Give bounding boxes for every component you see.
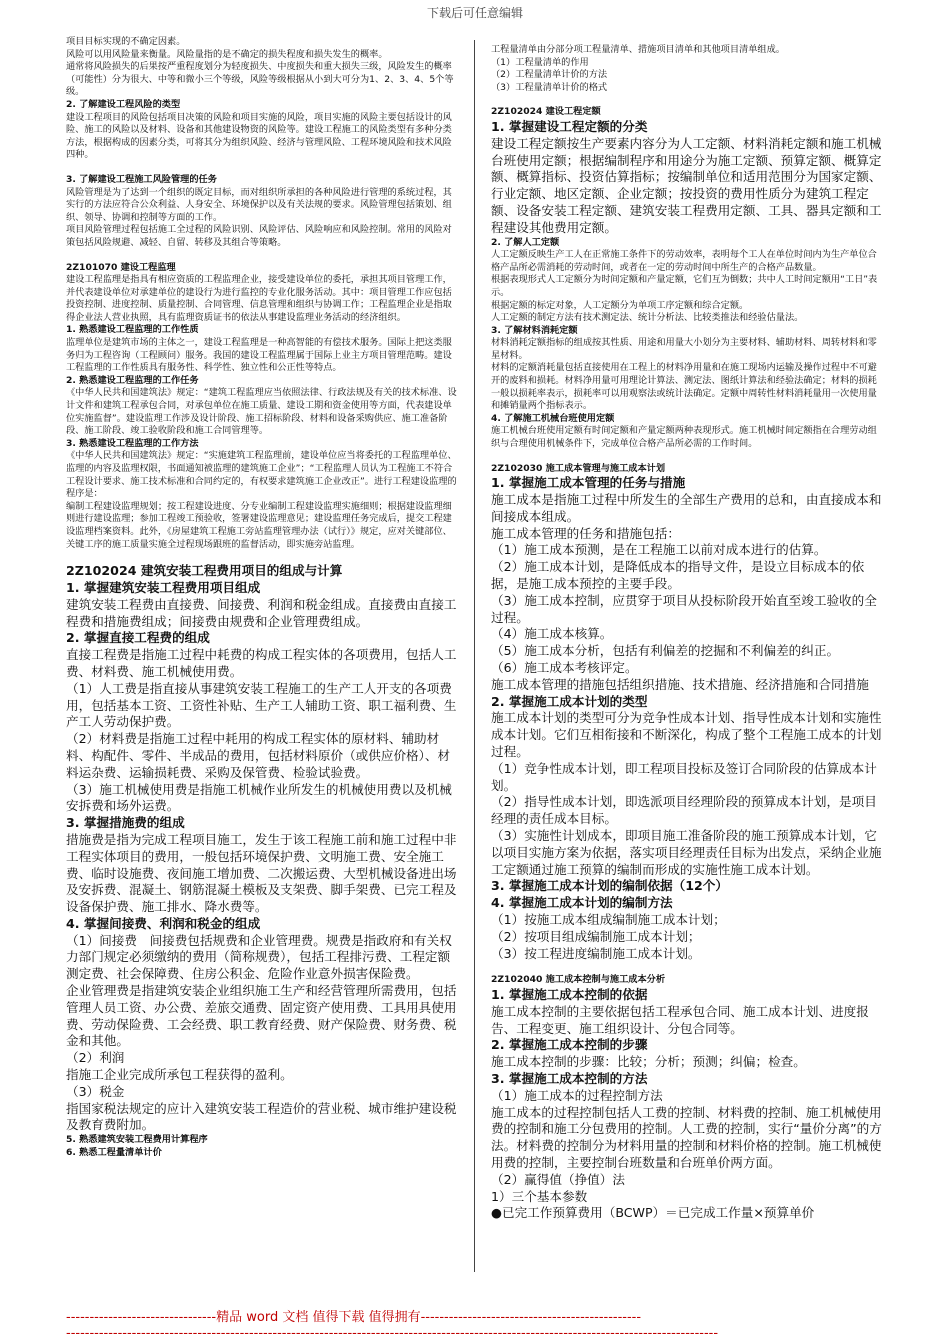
- section-heading: 4. 掌握施工成本计划的编制方法: [491, 895, 673, 911]
- paragraph: （1）人工费是指直接从事建筑安装工程施工的生产工人开支的各项费用，包括基本工资、工资性补贴、生产工人辅助工资、职工福利费、生产工人劳动保护费。: [66, 680, 457, 730]
- section-heading: 5. 熟悉建筑安装工程费用计算程序: [66, 1134, 208, 1146]
- paragraph: （2）赢得值（挣值）法: [491, 1171, 625, 1187]
- paragraph: （1）施工成本预测，是在工程施工以前对成本进行的估算。: [491, 542, 827, 558]
- paragraph: 施工成本管理的任务和措施包括：: [491, 525, 680, 541]
- paragraph: （1）按施工成本组成编制施工成本计划；: [491, 911, 726, 927]
- paragraph: 材料消耗定额指标的组成按其性质、用途和用量大小划分为主要材料、辅助材料、周转材料和零星材料。: [491, 337, 877, 361]
- paragraph: 风险管理是为了达到一个组织的既定目标，而对组织所承担的各种风险进行管理的系统过程，其实行的方法应符合公众利益、人身安全、环境保护以及有关法规的要求。风险管理包括策划、组织、领导、协调和控制等方面的工作。: [66, 186, 452, 223]
- section-heading: 3. 掌握施工成本控制的方法: [491, 1070, 648, 1086]
- footer-banner: --------------------------------精品 word 文档 值得下载 值得拥有-----------------------------------------------: [66, 1310, 642, 1325]
- paragraph: 根据表现形式人工定额分为时间定额和产量定额，它们互为倒数；共中人工时间定额用“工日”表示。: [491, 274, 878, 298]
- section-heading: 1. 掌握施工成本控制的依据: [491, 986, 648, 1002]
- paragraph: 项目风险管理过程包括施工全过程的风险识别、风险评估、风险响应和风险控制。常用的风险对策包括风险规避、减轻、自留、转移及其组合等策略。: [66, 224, 452, 248]
- section-heading: 4. 了解施工机械台班使用定额: [491, 412, 615, 424]
- paragraph: （3）税金: [66, 1083, 125, 1099]
- paragraph: （2）指导性成本计划，即选派项目经理阶段的预算成本计划，是项目经理的责任成本目标。: [491, 794, 877, 827]
- right-column: [491, 44, 883, 1222]
- paragraph: 建筑安装工程费由直接费、间接费、利润和税金组成。直接费由直接工程费和措施费组成；间接费由规费和企业管理费组成。: [66, 596, 457, 629]
- section-heading: 4. 掌握间接费、利润和税金的组成: [66, 915, 261, 931]
- section-heading: 3. 掌握措施费的组成: [66, 815, 185, 831]
- paragraph: 施工成本控制的步骤：比较；分析；预测；纠偏；检查。: [491, 1054, 806, 1070]
- paragraph: 材料的定额消耗量包括直接使用在工程上的材料净用量和在施工现场内运输及操作过程中不可避开的废料和损耗。材料净用量可用理论计算法、测定法、图纸计算法和经验法确定；材料的损耗一般以损耗率表示，损耗率可以用观察法或统计法确定。定额中周转性材料消耗量用一次使用量和摊销量两个指标表示。: [491, 362, 877, 412]
- paragraph: （1）工程量清单的作用: [491, 56, 589, 68]
- paragraph: 建设工程监理是指具有相应资质的工程监理企业，接受建设单位的委托，承担其项目管理工作，并代表建设单位对承建单位的建设行为进行监控的专业化服务活动。其中：项目管理工作应包括投资控制、进度控制、质量控制、合同管理、信息管理和组织与协调工作；工程监理企业是指取得企业法人营业执照，具有监理资质证书的依法从事建设监理业务活动的经济组织。: [66, 274, 452, 323]
- paragraph: （6）施工成本考核评定。: [491, 660, 638, 675]
- paragraph: 建设工程项目的风险包括项目决策的风险和项目实施的风险，项目实施的风险主要包括设计的风险、施工的风险以及材料、设备和其他建设物资的风险等。建设工程施工的风险类型有多种分类方法，根据构成的因素分类，可将其分为组织风险、经济与管理风险、工程环境风险和技术风险四种。: [66, 111, 452, 161]
- chapter-heading: 2Z102030 施工成本管理与施工成本计划: [491, 462, 666, 474]
- paragraph: （3）施工机械使用费是指施工机械作业所发生的机械使用费以及机械安拆费和场外运费。: [66, 781, 452, 814]
- paragraph: （2）按项目组成编制施工成本计划；: [491, 928, 701, 944]
- paragraph: （1）施工成本的过程控制方法: [491, 1087, 663, 1103]
- chapter-heading: 2Z102024 建设工程定额: [491, 106, 601, 118]
- paragraph: （5）施工成本分析，包括有利偏差的挖掘和不利偏差的纠正。: [491, 643, 840, 659]
- section-heading: 2. 熟悉建设工程监理的工作任务: [66, 374, 199, 386]
- paragraph: （1）间接费 间接费包括规费和企业管理费。规费是指政府和有关权力部门规定必须缴纳的费用（简称规费），包括工程排污费、工程定额测定费、社会保障费、住房公积金、危险作业意外损害保险费。: [66, 932, 452, 982]
- paragraph: ●已完工作预算费用（BCWP）＝已完成工作量×预算单价: [491, 1205, 815, 1221]
- page-header: 下载后可任意编辑: [426, 6, 523, 20]
- paragraph: （2）利润: [66, 1050, 125, 1066]
- section-heading: 6. 熟悉工程量清单计价: [66, 1146, 162, 1158]
- left-column: [66, 36, 458, 1159]
- paragraph: 施工成本的过程控制包括人工费的控制、材料费的控制、施工机械使用费的控制和施工分包费用的控制。人工费的控制，实行“量价分离”的方法。材料费的控制分为材料用量的控制和材料价格的控制。施工机械使用费的控制，主要控制台班数量和台班单价两方面。: [491, 1104, 882, 1170]
- column-divider: [474, 40, 475, 1272]
- paragraph: （2）材料费是指施工过程中耗用的构成工程实体的原材料、辅助材料、构配件、零件、半成品的费用，包括材料原价（或供应价格）、材料运杂费、运输损耗费、采购及保管费、检验试验费。: [66, 731, 451, 780]
- chapter-heading: 2Z102040 施工成本控制与施工成本分析: [491, 974, 666, 986]
- paragraph: （2）施工成本计划，是降低成本的指导文件，是设立目标成本的依据，是施工成本预控的主要手段。: [491, 559, 865, 592]
- paragraph: （3）工程量清单计价的格式: [491, 81, 608, 93]
- paragraph: （4）施工成本核算。: [491, 626, 613, 642]
- paragraph: 施工成本管理的措施包括组织措施、技术措施、经济措施和合同措施: [491, 676, 869, 692]
- paragraph: 指国家税法规定的应计入建筑安装工程造价的营业税、城市维护建设税及教育费附加。: [66, 1100, 457, 1133]
- section-heading: 1. 掌握施工成本管理的任务与措施: [491, 475, 686, 491]
- paragraph: （1）竞争性成本计划，即工程项目投标及签订合同阶段的估算成本计划。: [491, 760, 877, 793]
- chapter-heading: 2Z101070 建设工程监理: [66, 261, 176, 273]
- section-heading: 3. 熟悉建设工程监理的工作方法: [66, 437, 199, 449]
- section-heading: 1. 熟悉建设工程监理的工作性质: [66, 324, 199, 336]
- paragraph: 措施费是指为完成工程项目施工，发生于该工程施工前和施工过程中非工程实体项目的费用，一般包括环境保护费、文明施工费、安全施工费、临时设施费、夜间施工增加费、二次搬运费、大型机械设备进出场及安拆费、混凝土、钢筋混凝土模板及支架费、脚手架费、已完工程及设备保护费、施工排水、降水费等。: [66, 831, 457, 915]
- paragraph: 根据定额的标定对象，人工定额分为单项工序定额和综合定额。: [491, 299, 749, 311]
- paragraph: 1）三个基本参数: [491, 1188, 588, 1204]
- paragraph: （3）按工程进度编制施工成本计划。: [491, 945, 701, 961]
- paragraph: 企业管理费是指建筑安装企业组织施工生产和经营管理所需费用，包括管理人员工资、办公费、差旅交通费、固定资产使用费、工具用具使用费、劳动保险费、工会经费、职工教育经费、财产保险费、财务费、税金和其他。: [66, 983, 457, 1049]
- section-heading: 2. 了解建设工程风险的类型: [66, 98, 181, 110]
- section-heading: 3. 了解材料消耗定额: [491, 324, 578, 336]
- section-heading: 3. 了解建设工程施工风险管理的任务: [66, 173, 217, 185]
- paragraph: 工程量清单由分部分项工程量清单、措施项目清单和其他项目清单组成。: [491, 44, 785, 55]
- paragraph: 风险可以用风险量来衡量。风险量指的是不确定的损失程度和损失发生的概率。: [66, 48, 388, 60]
- paragraph: 建设工程定额按生产要素内容分为人工定额、材料消耗定额和施工机械台班使用定额；根据编制程序和用途分为施工定额、预算定额、概算定额、概算指标、投资估算指标；按编制单位和适用范围分为国家定额、行业定额、地区定额、企业定额；按投资的费用性质分为建筑工程定额、设备安装工程定额、建筑安装工程费用定额、工具、器具定额和工程建设其他费用定额。: [491, 135, 882, 235]
- section-heading: 1. 掌握建设工程定额的分类: [491, 118, 648, 134]
- chapter-heading: 2Z102024 建筑安装工程费用项目的组成与计算: [66, 563, 343, 579]
- paragraph: 项目目标实现的不确定因素。: [66, 36, 186, 47]
- footer-rule: -------------------------------------------------------------------------------------------------------------------------------------------: [66, 1326, 719, 1341]
- paragraph: 《中华人民共和国建筑法》规定：“实施建筑工程监理前，建设单位应当将委托的工程监理单位、监理的内容及监理权限，书面通知被监理的建筑施工企业”；“工程监理人员认为工程施工不符合工程设计要求、施工技术标准和合同约定的，有权要求建筑施工企业改正”。进行工程建设监理的程序是：: [66, 450, 457, 500]
- paragraph: 施工机械台班使用定额有时间定额和产量定额两种表现形式。施工机械时间定额指在合理劳动组织与合理使用机械条件下，完成单位合格产品所必需的工作时间。: [491, 425, 877, 450]
- paragraph: 监理单位是建筑市场的主体之一，建设工程监理是一种高智能的有偿技术服务。国际上把这类服务归为工程咨询（工程顾问）服务。我国的建设工程监理属于国际上业主方项目管理范畴。建设工程监理的工作性质具有服务性、科学性、独立性和公正性等特点。: [66, 337, 452, 374]
- section-heading: 2. 掌握施工成本控制的步骤: [491, 1037, 648, 1053]
- paragraph: 直接工程费是指施工过程中耗费的构成工程实体的各项费用，包括人工费、材料费、施工机械使用费。: [66, 647, 457, 679]
- section-heading: 2. 了解人工定额: [491, 236, 560, 248]
- paragraph: 指施工企业完成所承包工程获得的盈利。: [66, 1067, 293, 1083]
- section-heading: 2. 掌握施工成本计划的类型: [491, 693, 648, 709]
- paragraph: 施工成本是指施工过程中所发生的全部生产费用的总和，由直接成本和间接成本组成。: [491, 492, 882, 524]
- section-heading: 3. 掌握施工成本计划的编制依据（12个）: [491, 878, 728, 894]
- section-heading: 2. 掌握直接工程费的组成: [66, 630, 210, 646]
- paragraph: 人工定额反映生产工人在正常施工条件下的劳动效率，表明每个工人在单位时间内为生产单位合格产品所必需消耗的劳动时间，或者在一定的劳动时间中所生产的合格产品数量。: [491, 249, 877, 273]
- paragraph: （2）工程量清单计价的方法: [491, 69, 608, 81]
- paragraph: 人工定额的制定方法有技术测定法、统计分析法、比较类推法和经验估量法。: [491, 312, 804, 324]
- paragraph: 《中华人民共和国建筑法》规定：“建筑工程监理应当依照法律、行政法规及有关的技术标准、设计文件和建筑工程承包合同，对承包单位在施工质量、建设工期和资金使用等方面，代表建设单位实施监督”。建设监理工作涉及设计阶段、施工招标阶段、材料和设备采购供应、施工准备阶段、施工阶段、竣工验收阶段和施工合同管理等。: [66, 387, 457, 437]
- paragraph: 施工成本计划的类型可分为竞争性成本计划、指导性成本计划和实施性成本计划。它们互相衔接和不断深化，构成了整个工程施工成本的计划过程。: [491, 710, 882, 759]
- paragraph: 通常将风险损失的后果按严重程度划分为轻度损失、中度损失和重大损失三级，风险发生的概率（可能性）分为很大、中等和微小三个等级，风险等级根据从小到大可分为1、2、3、4、5个等级。: [66, 61, 454, 98]
- section-heading: 1. 掌握建筑安装工程费用项目组成: [66, 579, 261, 595]
- paragraph: （3）施工成本控制，应贯穿于项目从投标阶段开始直至竣工验收的全过程。: [491, 592, 877, 625]
- paragraph: 编制工程建设监理规划；按工程建设进度、分专业编制工程建设监理实施细则；根据建设监理细则进行建设监理；参加工程竣工预验收，签署建设监理意见；建设监理任务完成后，提交工程建设监理档案资料。此外，《房屋建筑工程施工旁站监理管理办法（试行）》规定，应对关键部位、关键工序的施工质量实施全过程现场跟班的监督活动，即实施旁站监理。: [66, 500, 452, 550]
- paragraph: （3）实施性计划成本，即项目施工准备阶段的施工预算成本计划，它以项目实施方案为依据，落实项目经理责任目标为出发点，采纳企业施工定额通过施工预算的编制而形成的实施性施工成本计划。: [491, 827, 882, 877]
- paragraph: 施工成本控制的主要依据包括工程承包合同、施工成本计划、进度报告、工程变更、施工组织设计、分包合同等。: [491, 1003, 869, 1036]
